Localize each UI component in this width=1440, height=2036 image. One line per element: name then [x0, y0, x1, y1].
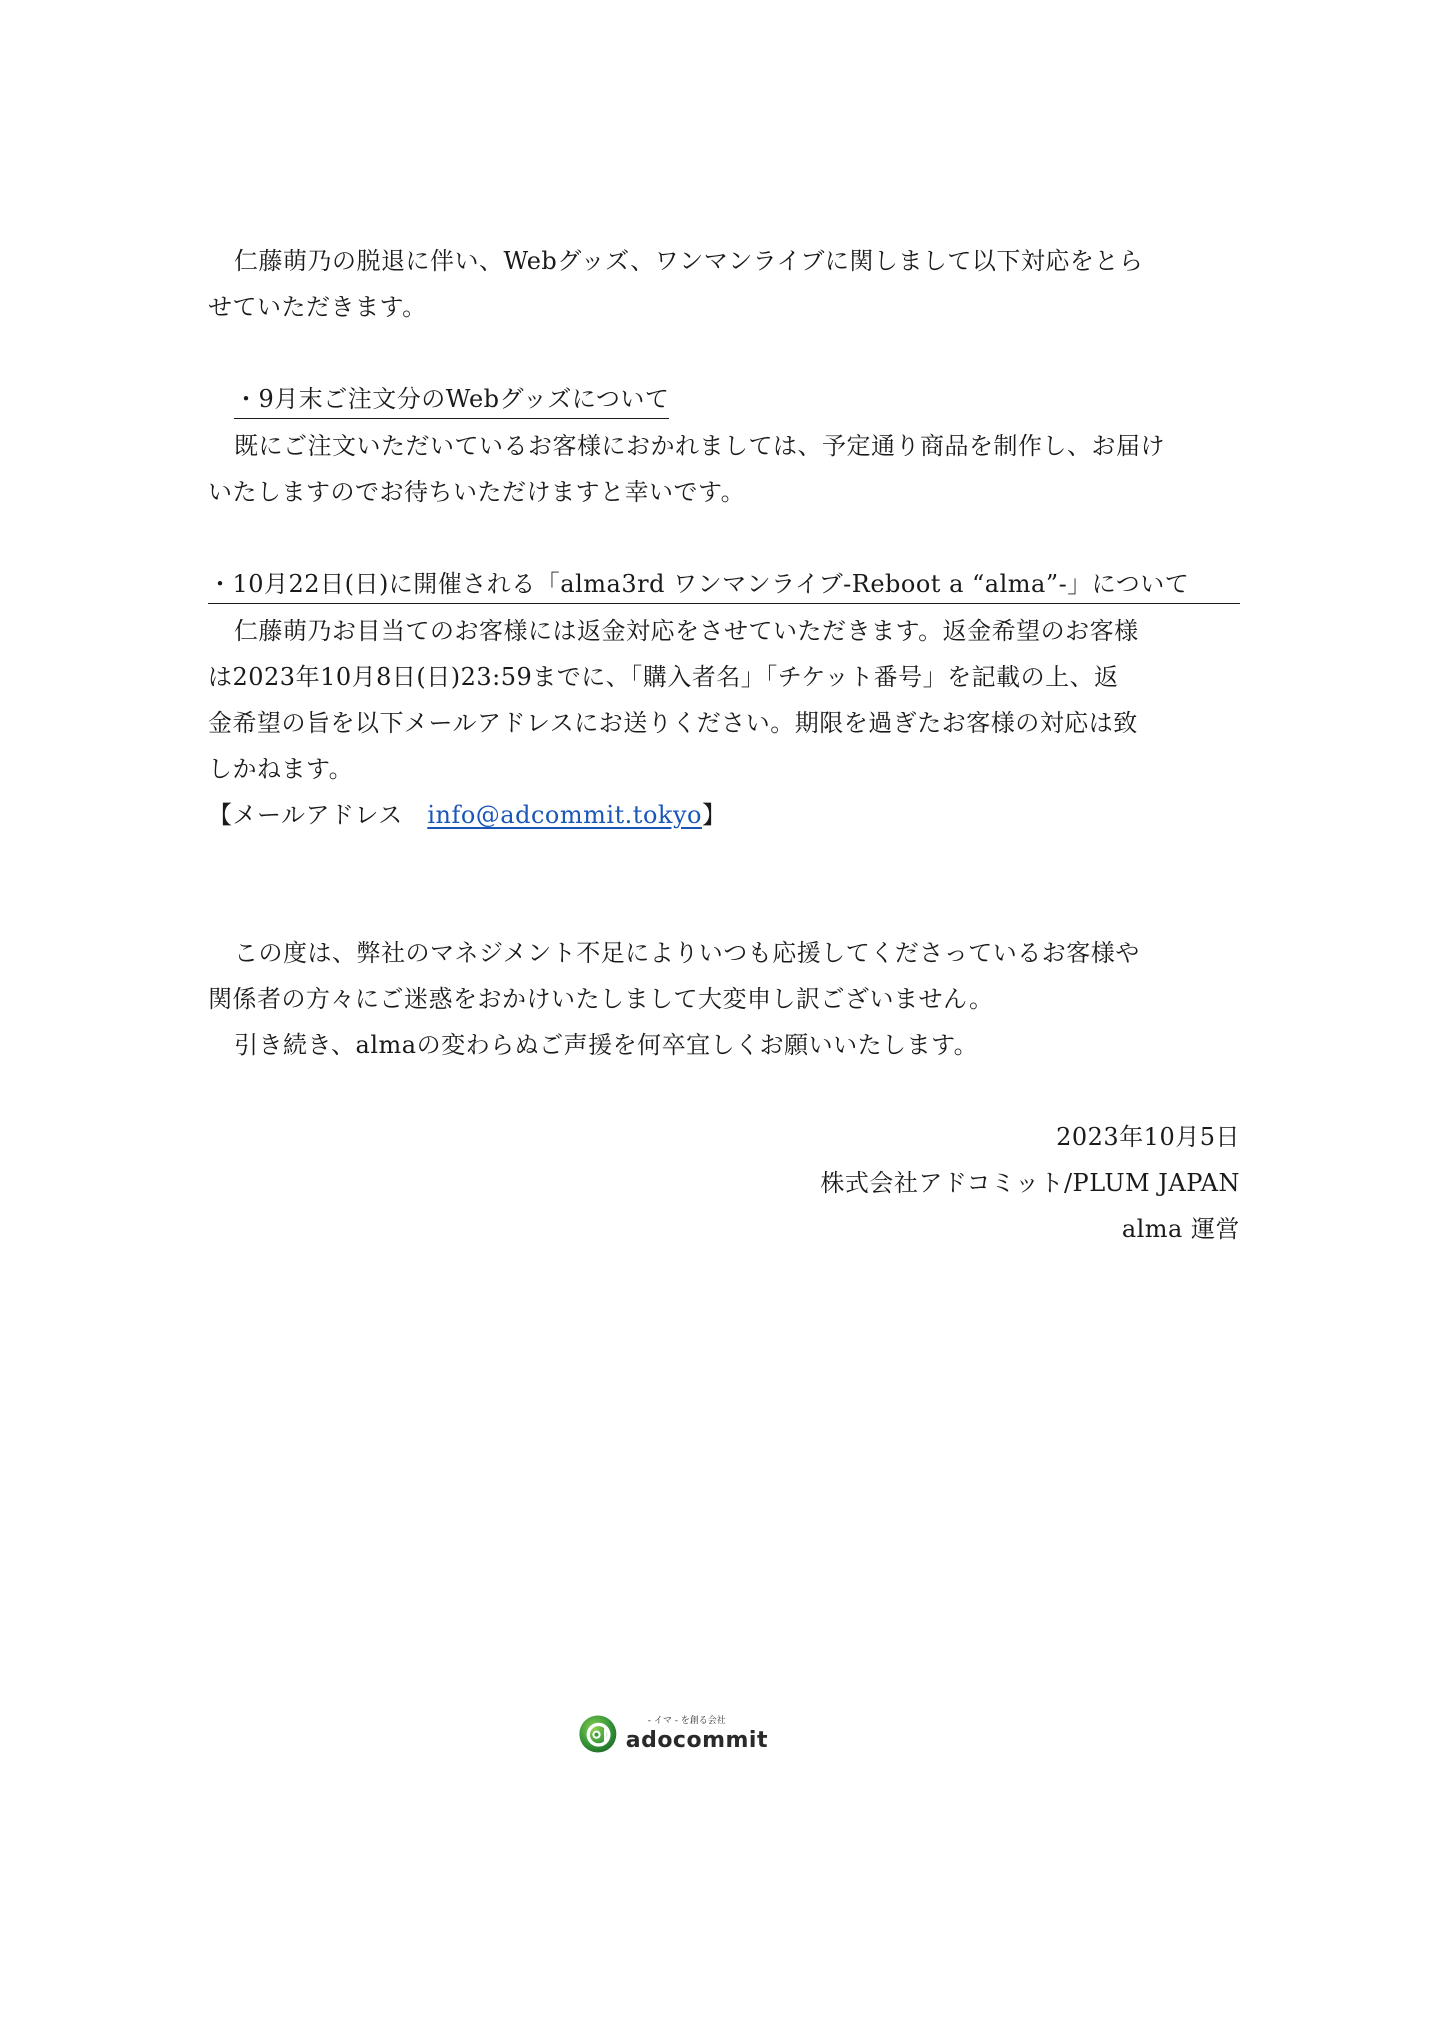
section2 [208, 565, 1240, 604]
closing-line-1: この度は、弊社のマネジメント不足によりいつも応援してくださっているお客様や [234, 939, 1140, 967]
section2-heading: ・10月22日(日)に開催される「alma3rd ワンマンライブ-Reboot a “alma”-」について [208, 565, 1240, 604]
email-prefix: 【メールアドレス [208, 801, 428, 829]
section1 [208, 376, 1240, 423]
signature-date: 2023年10月5日 [1056, 1123, 1240, 1151]
section1-heading: ・9月末ご注文分のWebグッズについて [234, 380, 669, 419]
closing-line-2: 関係者の方々にご迷惑をおかけいたしまして大変申し訳ございません。 [208, 985, 994, 1013]
section1-body-line-1: 既にご注文いただいているお客様におかれましては、予定通り商品を制作し、お届け [234, 432, 1165, 460]
document-body [208, 238, 1240, 1252]
section2-body-line-4: しかねます。 [208, 755, 354, 783]
signature-company: 株式会社アドコミット/PLUM JAPAN [820, 1169, 1240, 1197]
section2-body-line-1: 仁藤萌乃お目当てのお客様には返金対応をさせていただきます。返金希望のお客様 [234, 617, 1139, 645]
logo-tagline: - イマ - を創る会社 [647, 1715, 726, 1726]
logo-name: adocommit [625, 1727, 768, 1753]
section1-body-line-2: いたしますのでお待ちいただけますと幸いです。 [208, 478, 746, 506]
section2-body-line-3: 金希望の旨を以下メールアドレスにお送りください。期限を過ぎたお客様の対応は致 [208, 709, 1138, 737]
email-line [208, 792, 1240, 838]
section2-body-line-2: は2023年10月8日(日)23:59までに、「購入者名」「チケット番号」を記載の上、返 [208, 663, 1119, 691]
signature-block [208, 1114, 1240, 1252]
email-link[interactable]: info@adcommit.tokyo [427, 801, 702, 829]
signature-operator: alma 運営 [1121, 1215, 1240, 1243]
intro-line-2: せていただきます。 [208, 293, 427, 321]
adcommit-logo-icon [578, 1705, 618, 1763]
email-suffix: 】 [701, 801, 727, 829]
company-logo [578, 1704, 768, 1764]
closing-line-3: 引き続き、almaの変わらぬご声援を何卒宜しくお願いいたします。 [234, 1031, 979, 1059]
intro-line-1: 仁藤萌乃の脱退に伴い、Webグッズ、ワンマンライブに関しまして以下対応をとら [234, 247, 1144, 275]
